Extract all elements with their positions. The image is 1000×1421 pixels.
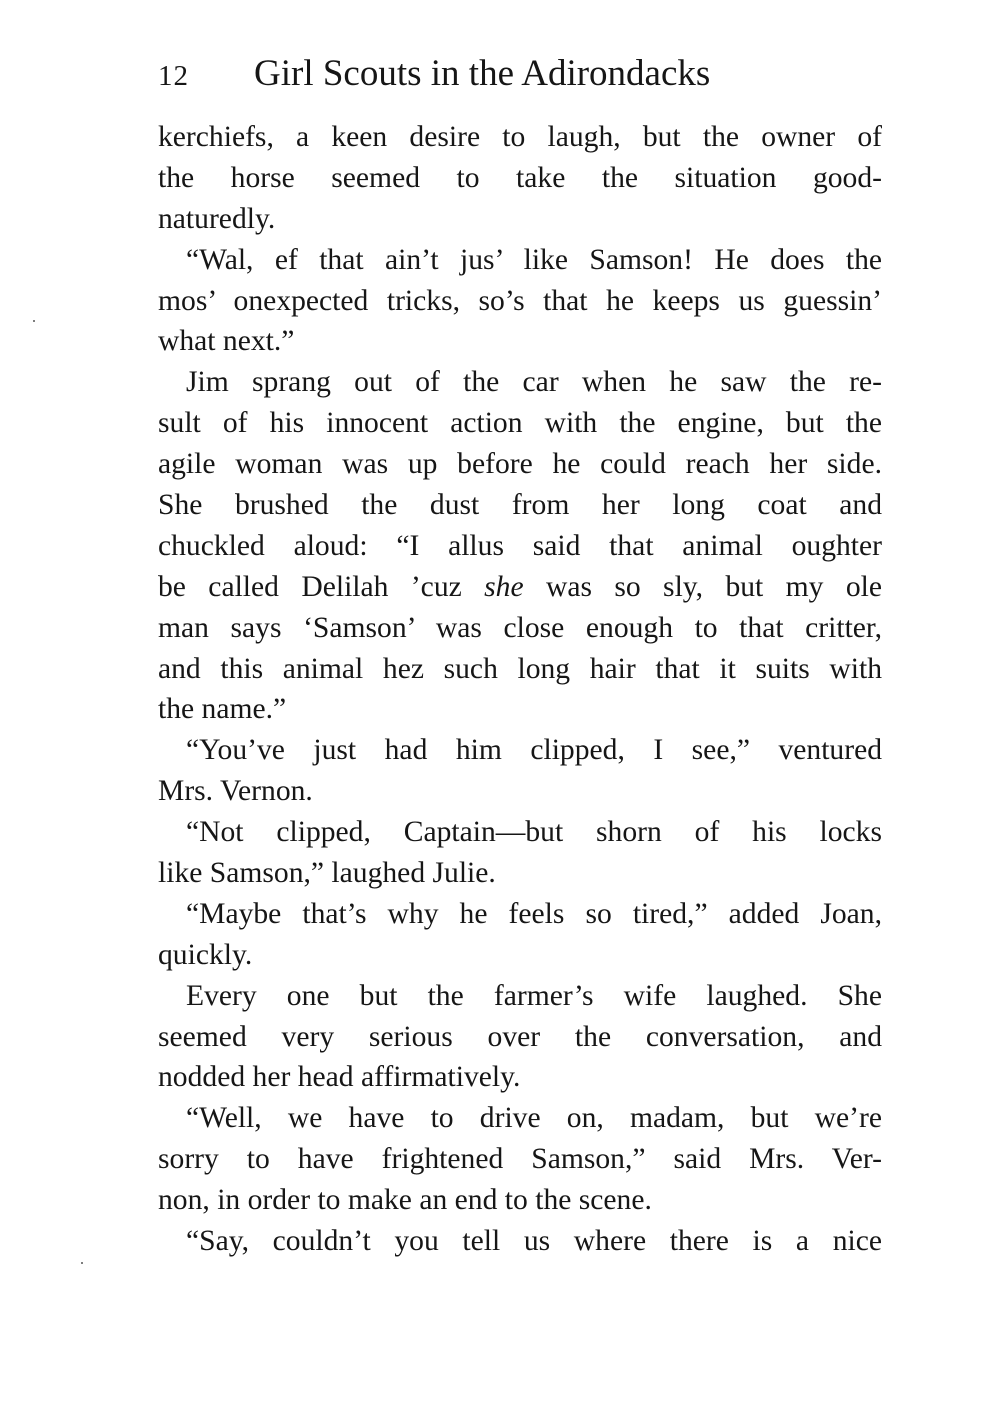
text-line	[158, 158, 882, 199]
text-segment: Jim sprang out of the car when he saw the re-	[186, 366, 882, 399]
text-line	[158, 281, 882, 322]
text-line	[158, 1017, 882, 1058]
text-line	[158, 485, 882, 526]
text-segment: Every one but the farmer’s wife laughed. She	[186, 979, 882, 1012]
text-segment: “Wal, ef that ain’t jus’ like Samson! He does the	[186, 243, 882, 276]
text-line	[158, 853, 882, 894]
text-segment: sult of his innocent action with the engine, but the	[158, 407, 882, 440]
text-line	[158, 976, 882, 1017]
text-segment: chuckled aloud: “I allus said that animal oughter	[158, 529, 882, 562]
text-line	[158, 894, 882, 935]
text-segment: kerchiefs, a keen desire to laugh, but the owner of	[158, 121, 882, 153]
text-line	[158, 1057, 882, 1098]
text-line	[158, 1139, 882, 1180]
text-line	[158, 812, 882, 853]
page-header	[158, 46, 888, 102]
print-speck	[33, 320, 35, 322]
text-segment: “Well, we have to drive on, madam, but we’re	[186, 1102, 882, 1135]
page-number: 12	[158, 60, 189, 92]
text-segment: the horse seemed to take the situation good-	[158, 161, 882, 194]
text-line	[158, 321, 882, 362]
italic-word: she	[484, 570, 524, 603]
text-segment: man says ‘Samson’ was close enough to that critter,	[158, 611, 882, 644]
text-segment: quickly.	[158, 938, 253, 971]
text-line	[158, 935, 882, 976]
text-line	[158, 730, 882, 771]
text-line	[158, 117, 882, 158]
text-segment: was so sly, but my ole	[523, 570, 882, 603]
text-segment: “Not clipped, Captain—but shorn of his locks	[186, 816, 882, 849]
text-segment: “You’ve just had him clipped, I see,” ventured	[186, 734, 882, 767]
text-line	[158, 689, 882, 730]
text-line	[158, 240, 882, 281]
text-line	[158, 362, 882, 403]
text-line	[158, 649, 882, 690]
text-segment: “Say, couldn’t you tell us where there is a nice	[186, 1225, 882, 1258]
text-line	[158, 771, 882, 812]
text-line	[158, 1180, 882, 1221]
body-text	[158, 117, 882, 1262]
text-line	[158, 608, 882, 649]
text-segment: “Maybe that’s why he feels so tired,” added Joan,	[186, 897, 882, 930]
print-speck	[81, 1262, 83, 1264]
text-segment: mos’ onexpected tricks, so’s that he keeps us guessin’	[158, 284, 882, 317]
text-segment: She brushed the dust from her long coat and	[158, 489, 882, 522]
text-line	[158, 199, 882, 240]
text-line	[158, 444, 882, 485]
text-segment: Mrs. Vernon.	[158, 775, 313, 808]
running-title: Girl Scouts in the Adirondacks	[254, 53, 711, 94]
text-segment: seemed very serious over the conversation, and	[158, 1020, 882, 1053]
text-segment: and this animal hez such long hair that it suits with	[158, 652, 882, 685]
text-line	[158, 403, 882, 444]
text-line	[158, 1221, 882, 1262]
text-line	[158, 1098, 882, 1139]
text-segment: agile woman was up before he could reach her side.	[158, 448, 882, 481]
text-segment: the name.”	[158, 693, 287, 726]
text-segment: non, in order to make an end to the scene.	[158, 1184, 652, 1217]
text-segment: like Samson,” laughed Julie.	[158, 857, 496, 890]
text-segment: naturedly.	[158, 202, 276, 235]
text-line	[158, 567, 882, 608]
text-segment: nodded her head affirmatively.	[158, 1061, 521, 1094]
text-segment: sorry to have frightened Samson,” said Mrs. Ver-	[158, 1143, 882, 1176]
text-line	[158, 526, 882, 567]
text-segment: what next.”	[158, 325, 295, 358]
text-segment: be called Delilah ’cuz	[158, 570, 485, 603]
